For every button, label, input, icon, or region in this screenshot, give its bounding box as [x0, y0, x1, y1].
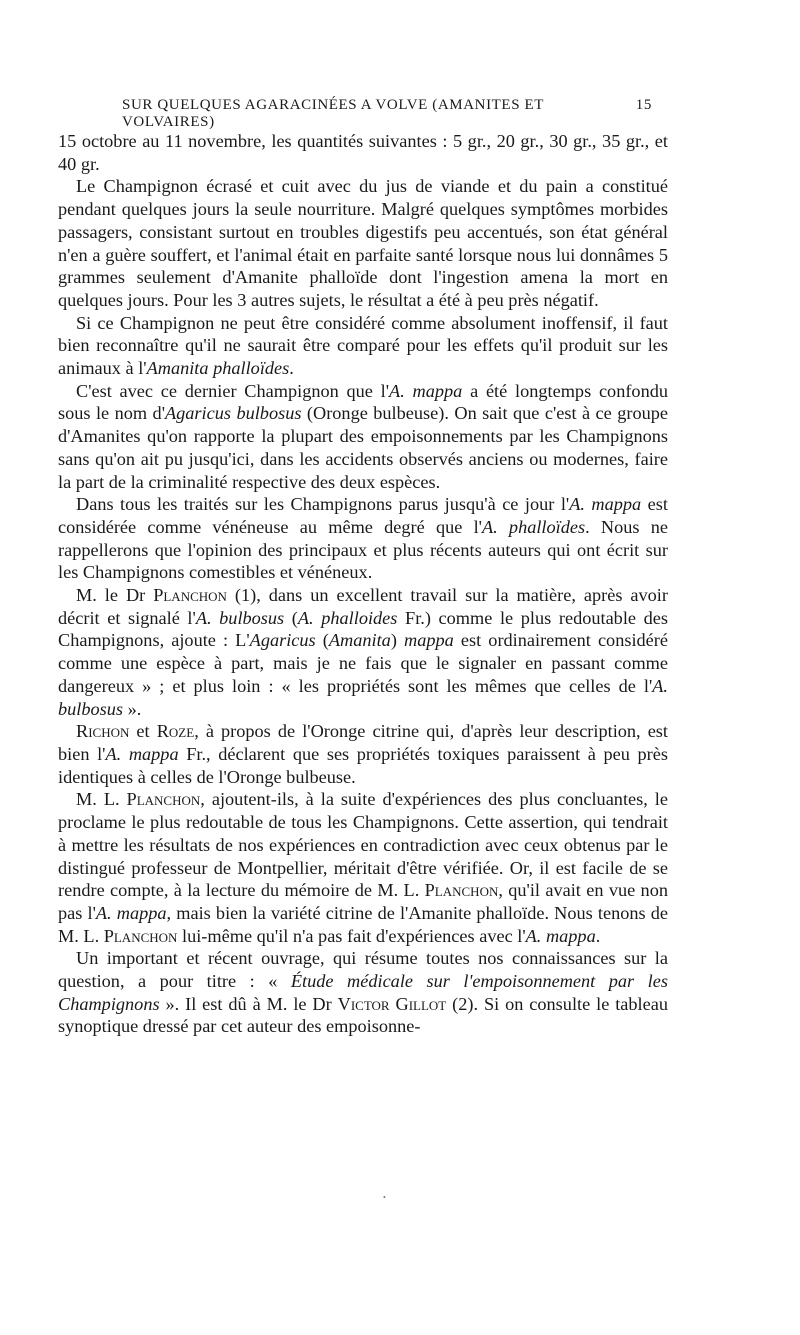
author-name: Planchon	[103, 925, 178, 946]
text-run: Dans tous les traités sur les Champignons parus jusqu'à ce jour l'	[76, 494, 570, 515]
text-run: Fr., déclarent que ses propriétés toxiques paraissent à peu près identiques à celles de l'Oronge bulbeuse.	[58, 743, 668, 787]
text-run: , qu'il avait en vue non pas l'	[58, 880, 668, 923]
text-run: , à propos de l'Oronge citrine qui, d'après leur description, est bien l'	[58, 721, 669, 764]
author-name: Roze	[156, 721, 195, 742]
text-run: )	[390, 630, 405, 651]
text-run: Fr.) comme le plus redoutable des Champignons, ajoute : L'	[58, 607, 668, 651]
page-number: 15	[635, 97, 652, 113]
text-run: Un important et récent ouvrage, qui résume toutes nos connaissances sur la question, a pour titre : «	[58, 948, 668, 992]
paragraph-p7	[58, 720, 668, 788]
author-name: Victor Gillot	[337, 993, 447, 1014]
italic-text: Étude médicale sur l'empoisonnement par les Champignons	[58, 971, 668, 1014]
running-header	[122, 97, 652, 131]
text-run: ». Il est dû à M. le Dr	[159, 993, 338, 1014]
author-name: Planchon	[126, 789, 201, 810]
italic-text: A. phalloïdes	[481, 516, 586, 537]
italic-text: A. mappa	[105, 743, 179, 764]
italic-text: A. bulbosus	[58, 675, 668, 719]
paragraph-p1	[58, 130, 668, 175]
text-run: (1), dans un excellent travail sur la matière, après avoir décrit et signalé l'	[58, 585, 668, 628]
paragraph-p2	[58, 175, 668, 311]
text-run: 15 octobre au 11 novembre, les quantités suivantes : 5 gr., 20 gr., 30 gr., 35 gr., et 40 gr.	[58, 131, 668, 174]
paragraph-p6	[58, 584, 668, 720]
paragraph-p3	[58, 312, 668, 380]
text-run: ».	[123, 698, 142, 719]
text-run: M. le Dr	[76, 585, 154, 606]
printer-mark: •	[383, 1193, 386, 1202]
italic-text: mappa	[404, 630, 454, 651]
italic-text: Amanita	[328, 630, 391, 651]
author-name: Planchon	[153, 585, 227, 606]
text-run: C'est avec ce dernier Champignon que l'	[76, 380, 390, 401]
italic-text: Agaricus bulbosus	[164, 403, 302, 424]
text-run: lui-même qu'il n'a pas fait d'expériences avec l'	[177, 925, 526, 946]
running-title: SUR QUELQUES AGARACINÉES A VOLVE (AMANITES ET VOLVAIRES)	[122, 97, 544, 130]
italic-text: A. bulbosus	[195, 607, 285, 628]
text-run: . Nous ne rappellerons que l'opinion des principaux et plus récents auteurs qui ont écrit sur les Champignons comestibles et vénéneux.	[58, 516, 668, 583]
paragraph-p5	[58, 493, 668, 584]
paragraph-p4	[58, 380, 668, 494]
italic-text: A. mappa	[525, 925, 596, 946]
text-run: (Oronge bulbeuse). On sait que c'est à ce groupe d'Amanites qu'on rapporte la plupart des empoisonnements par les Champignons sans qu'on ait pu jusqu'ici, dans les accidents observés anciens ou modernes, faire la part de la criminalité respective des deux espèces.	[58, 403, 669, 492]
italic-text: A. mappa	[389, 380, 463, 401]
italic-text: A. mappa	[95, 902, 167, 923]
text-run: .	[595, 925, 601, 946]
author-name: Planchon	[424, 880, 499, 901]
italic-text: Agaricus	[249, 630, 316, 651]
text-run: (	[284, 607, 298, 628]
text-run: Si ce Champignon ne peut être considéré comme absolument inoffensif, il faut bien reconnaître qu'il ne saurait être comparé pour les effets qu'il produit sur les animaux à l'	[58, 312, 668, 379]
body-text	[58, 130, 668, 1038]
text-run: (2). Si on consulte le tableau synoptique dressé par cet auteur des empoisonne-	[58, 993, 668, 1037]
text-run: (	[315, 630, 329, 651]
author-name: Richon	[76, 721, 130, 742]
text-run: , mais bien la variété citrine de l'Amanite phalloïde. Nous tenons de M. L.	[58, 902, 669, 946]
text-run: est considérée comme vénéneuse au même degré que l'	[58, 494, 668, 537]
text-run: .	[289, 358, 294, 379]
text-run: est ordinairement considéré comme une espèce à part, mais je ne fais que le signaler en passant comme dangereux » ; et plus loin : « les propriétés sont les mêmes que celles de l'	[58, 630, 668, 696]
text-run: , ajoutent-ils, à la suite d'expériences des plus concluantes, le proclame le plus redoutable de tous les Champignons. Cette assertion, qui tendrait à mettre les résultats de nos expériences en contradiction avec ceux obtenus par le distingué professeur de Montpellier, méritait d'être vérifiée. Or, il est facile de se rendre compte, à la lecture du mémoire de M. L.	[58, 789, 669, 901]
text-run: Le Champignon écrasé et cuit avec du jus de viande et du pain a constitué pendant quelques jours la seule nourriture. Malgré quelques symptômes morbides passagers, consistant surtout en troubles digestifs peu accentués, son état général n'en a guère souffert, et l'animal était en parfaite santé lorsque nous lui donnâmes 5 grammes seulement d'Amanite phalloïde dont l'ingestion amena la mort en quelques jours. Pour les 3 autres sujets, le résultat a été à peu près négatif.	[58, 176, 668, 310]
italic-text: Amanita phalloïdes	[146, 358, 290, 379]
paragraph-p9	[58, 947, 668, 1038]
text-run: a été longtemps confondu sous le nom d'	[58, 380, 668, 424]
italic-text: A. mappa	[569, 494, 642, 515]
text-run: M. L.	[76, 789, 127, 810]
paragraph-p8	[58, 788, 668, 947]
text-run: et	[129, 721, 157, 742]
italic-text: A. phalloides	[297, 607, 398, 628]
